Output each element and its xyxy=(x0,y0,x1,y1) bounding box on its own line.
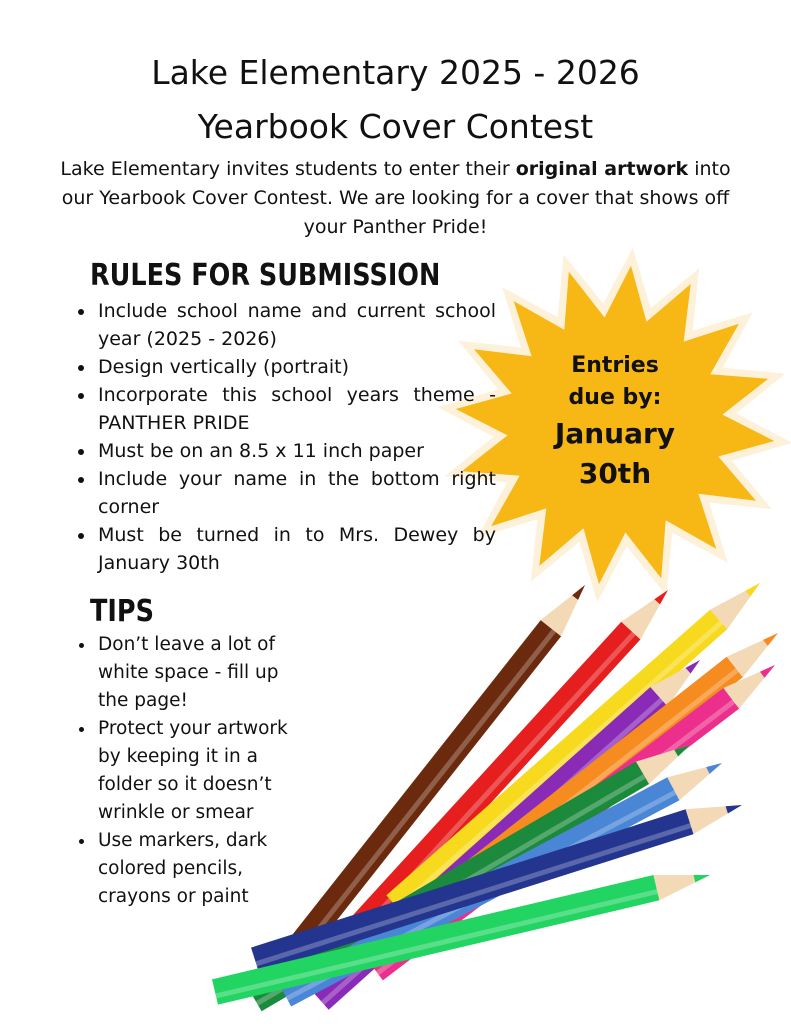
rule-item: • Must be turned in to Mrs. Dewey by January 30th xyxy=(96,521,496,577)
tip-item: • Don’t leave a lot of white space - fill up the page! xyxy=(96,631,296,715)
rules-heading: RULES FOR SUBMISSION xyxy=(90,258,441,293)
rule-item: • Include your name in the bottom right corner xyxy=(96,465,496,521)
title-line-1: Lake Elementary 2025 - 2026 xyxy=(151,53,640,92)
rule-item: • Design vertically (portrait) xyxy=(96,353,496,381)
badge-line-4: 30th xyxy=(578,457,652,490)
intro-bold: original artwork xyxy=(515,158,689,180)
rule-item: • Must be on an 8.5 x 11 inch paper xyxy=(96,437,496,465)
badge-line-1: Entries xyxy=(571,353,659,378)
tips-heading: TIPS xyxy=(90,594,154,629)
intro-text-end: into our Yearbook Cover Contest. We are looking for a cover that shows off your Panther Pride! xyxy=(61,158,731,238)
rule-item: • Incorporate this school years theme - PANTHER PRIDE xyxy=(96,381,496,437)
pencil-tip xyxy=(726,805,742,813)
intro-text: Lake Elementary invites students to enter their xyxy=(60,158,516,180)
tip-item: • Protect your artwork by keeping it in a folder so it doesn’t wrinkle or smear xyxy=(96,715,296,827)
title-line-2: Yearbook Cover Contest xyxy=(197,107,594,146)
badge-line-2: due by: xyxy=(568,385,662,410)
tip-item: • Use markers, dark colored pencils, crayons or paint xyxy=(96,827,296,911)
badge-line-3: January xyxy=(554,417,676,450)
pencil-tip xyxy=(694,875,710,882)
rule-item: • Include school name and current school year (2025 - 2026) xyxy=(96,297,496,353)
